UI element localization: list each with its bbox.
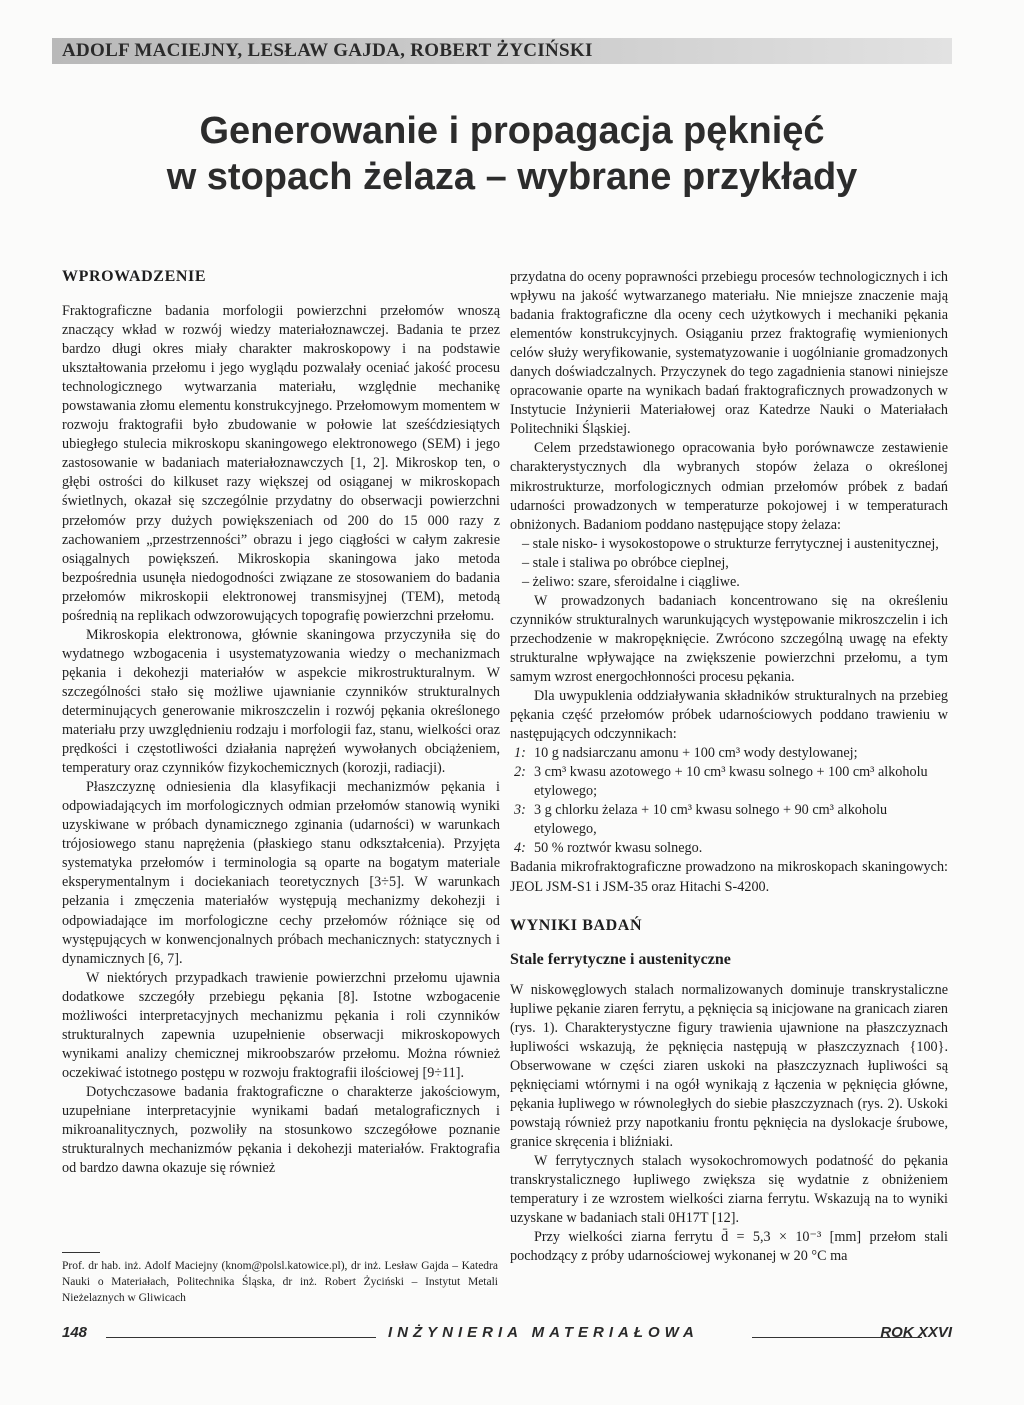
paragraph: przydatna do oceny poprawności przebiegu procesów technologicznych i ich wpływu na jakość wytwarzanego materiału. Nie mniejsze znaczenie mają badania fraktograficzne dla oceny cech użytkowych i mechaniki pękania elementów konstrukcyjnych. Osiąganiu przez fraktografię wymienionych celów służy weryfikowanie, systematyzowanie i uogólnianie gromadzonych danych doświadczalnych. Przyczynek do tego zagadnienia stanowi niniejsze opracowanie oparte na wynikach badań fraktograficznych prowadzonych w Instytucie Inżynierii Materiałowej oraz Katedrze Nauki o Materiałach Politechniki Śląskiej. — [510, 269, 948, 438]
paragraph: Dotychczasowe badania fraktograficzne o charakterze jakościowym, uzupełniane interpretacyjnie wynikami badań metalograficznych i mikroanalitycznych, pozwoliły na stosunkowo szczegółowe poznanie strukturalnych mechanizmów pękania i dekohezji materiałów. Fraktografia od bardzo dawna okazuje się również — [62, 1083, 500, 1177]
etchant-number: 3: — [514, 802, 526, 819]
paragraph: W niskowęglowych stalach normalizowanych dominuje transkrystaliczne łupliwe pękanie ziaren ferrytu, a pęknięcia są inicjowane na granicach ziaren (rys. 1). Charakterystyczne figury trawienia ujawnione na płaszczyznach łupliwości wskazują, że pęknięcia następują w płaszczyznach {100}. Obserwowane w części ziaren uskoki na płaszczyznach łupliwości są pęknięciami wtórnymi i na ogół wynikają z łączenia w pęknięcia główne, pękania łupliwego w równoległych do siebie płaszczyznach (rys. 2). Uskoki powstają również przy napotkaniu frontu pęknięcia na dyslokacje śrubowe, granice skręcenia i bliźniaki. — [510, 981, 948, 1150]
etchant-text: 10 g nadsiarczanu amonu + 100 cm³ wody destylowanej; — [534, 745, 858, 762]
volume-year: ROK XXVI — [880, 1324, 952, 1341]
paragraph: Celem przedstawionego opracowania było porównawcze zestawienie charakterystycznych dla wybranych stopów żelaza o określonej mikrostrukturze, morfologicznych odmian przełomów próbek z badań udarności prowadzonych w temperaturze pokojowej i w temperaturach obniżonych. Badaniom poddano następujące stopy żelaza: — [510, 440, 948, 533]
etchant-item — [510, 763, 948, 801]
etchant-text: 3 cm³ kwasu azotowego + 10 cm³ kwasu solnego + 100 cm³ alkoholu etylowego; — [534, 764, 928, 800]
etchant-item — [510, 744, 948, 763]
page-number: 148 — [62, 1324, 88, 1341]
footer-rule — [106, 1337, 376, 1338]
authors: ADOLF MACIEJNY, LESŁAW GAJDA, ROBERT ŻYCIŃSKI — [62, 40, 593, 61]
etchant-text: 3 g chlorku żelaza + 10 cm³ kwasu solnego + 90 cm³ alkoholu etylowego, — [534, 802, 888, 838]
article-title-line-1: Generowanie i propagacja pęknięć — [199, 110, 825, 152]
list-item: – żeliwo: szare, sferoidalne i ciągliwe. — [522, 573, 740, 590]
paragraph: Fraktograficzne badania morfologii powierzchni przełomów wnoszą znaczący wkład w rozwój wiedzy materiałoznawczej. Badania te przez bardzo długi okres miały charakter makroskopowy i na podstawie ukształtowania przełomu i jego wyglądu pozwalały oceniać jakość procesu technologicznego wytwarzania materiału, względnie mechanikę powstawania złomu elementu konstrukcyjnego. Przełomowym momentem w rozwoju fraktografii było zbudowanie w połowie lat sześćdziesiątych ubiegłego stulecia mikroskopu skaningowego elektronowego (SEM) i jego zastosowanie w badaniach materiałoznawczych [1, 2]. Mikroskop ten, o głębi ostrości do kilkuset razy większej od osiąganej w mikroskopach świetlnych, okazał się szczególnie przydatny do obserwacji powierzchni przełomów przy dużych powiększeniach od 200 do 15 000 razy z zachowaniem „przestrzenności” obrazu i jego ciągłości w całym zakresie osiągalnych powiększeń. Mikroskopia skaningowa jako metoda bezpośrednia usunęła niedogodności związane ze stosowaniem do badania przełomów mikroskopii elektronowej transmisyjnej (TEM), metodą pośrednią na replikach odwzorowujących topografię powierzchni przełomu. — [62, 303, 500, 624]
etchant-number: 4: — [514, 840, 526, 857]
footnote-rule — [62, 1252, 100, 1253]
paragraph: Badania mikrofraktograficzne prowadzono na mikroskopach skaningowych: JEOL JSM-S1 i JSM-35 oraz Hitachi S-4200. — [510, 859, 948, 895]
paragraph: Płaszczyznę odniesienia dla klasyfikacji mechanizmów pękania i odpowiadających im morfologicznych odmian przełomów stanowią wyniki uzyskiwane w próbach dynamicznego zginania (udarności) w warunkach trójosiowego stanu naprężenia (płaskiego stanu odkształcenia). Przyjęta systematyka przełomów i terminologia są oparte na bogatym materiale eksperymentalnym i dociekaniach teoretycznych [3÷5]. W warunkach pełzania i zmęczenia materiałów występują mechanizmy dekohezji i odpowiadające im morfologiczne cechy przełomów różniące się od występujących w konwencjonalnych próbach mechanicznych: statycznych i dynamicznych [6, 7]. — [62, 779, 500, 967]
paragraph: Mikroskopia elektronowa, głównie skaningowa przyczyniła się do wydatnego wzbogacenia i usystematyzowania wiedzy o mechanizmach pękania i dekohezji materiałów w aspekcie mikrostrukturalnym. W szczególności stało się możliwe ujawnianie czynników strukturalnych determinujących generowanie mikroszczelin i rozwój pękania określonego materiału przy uwzględnieniu rodzaju i morfologii faz, stanu, wielkości oraz prędkości i częstotliwości działania naprężeń wywołanych obciążeniem, temperatury oraz czynników fizykochemicznych (korozji, radiacji). — [62, 626, 500, 777]
etchant-text: 50 % roztwór kwasu solnego. — [534, 840, 703, 857]
etchant-item — [510, 801, 948, 839]
paragraph: W niektórych przypadkach trawienie powierzchni przełomu ujawnia dodatkowe szczegóły przebiegu pękania [8]. Istotne wzbogacenie możliwości interpretacyjnych mechanizmu pękania i roli czynników strukturalnych zapewnia uzupełnienie obserwacji mikroskopowych wynikami analizy chemicznej mikroobszarów przełomu. Można również oczekiwać istotnego postępu w rozwoju fraktografii ilościowej [9÷11]. — [62, 969, 500, 1081]
etchant-number: 2: — [514, 764, 526, 781]
article-title-line-2: w stopach żelaza – wybrane przykłady — [166, 156, 858, 198]
etchant-number: 1: — [514, 745, 526, 762]
page-footer — [62, 1324, 952, 1344]
left-column — [62, 268, 500, 1178]
section-heading-results: WYNIKI BADAŃ — [510, 916, 643, 934]
paragraph: W ferrytycznych stalach wysokochromowych podatność do pękania transkrystalicznego łupliwego zwiększa się wydatnie z obniżeniem temperatury i ze wzrostem wielkości ziarna ferrytu. Wskazują na to wyniki uzyskane w badaniach stali 0H17T [12]. — [510, 1152, 948, 1227]
list-item: – stale nisko- i wysokostopowe o strukturze ferrytycznej i austenitycznej, — [522, 535, 939, 552]
subsection-heading: Stale ferrytyczne i austenityczne — [510, 950, 731, 968]
etchant-item — [510, 839, 948, 858]
journal-name: INŻYNIERIA MATERIAŁOWA — [388, 1324, 699, 1341]
paragraph: W prowadzonych badaniach koncentrowano się na określeniu czynników strukturalnych warunkujących występowanie mikroszczelin i ich przechodzenie w makropęknięcie. Zwrócono szczególną uwagę na efekty strukturalne wpływające na zwiększenie powierzchni przełomu, a tym samym wzrost energochłonności procesu pękania. — [510, 592, 948, 685]
section-heading-introduction: WPROWADZENIE — [62, 268, 207, 285]
paragraph: Przy wielkości ziarna ferrytu d̄ = 5,3 × 10⁻³ [mm] przełom stali pochodzący z próby udarnościowej wykonanej w 20 °C ma — [510, 1229, 948, 1265]
list-item: – stale i staliwa po obróbce cieplnej, — [522, 554, 729, 571]
right-column — [510, 268, 948, 1266]
author-footnote: Prof. dr hab. inż. Adolf Maciejny (knom@polsl.katowice.pl), dr inż. Lesław Gajda – Katedra Nauki o Materiałach, Politechnika Śląska, dr inż. Robert Życiński – Instytut Metali Nieżelaznych w Gliwicach — [62, 1260, 498, 1304]
paragraph: Dla uwypuklenia oddziaływania składników strukturalnych na przebieg pękania część przełomów próbek udarnościowych poddano trawieniu w następujących odczynnikach: — [510, 688, 948, 743]
